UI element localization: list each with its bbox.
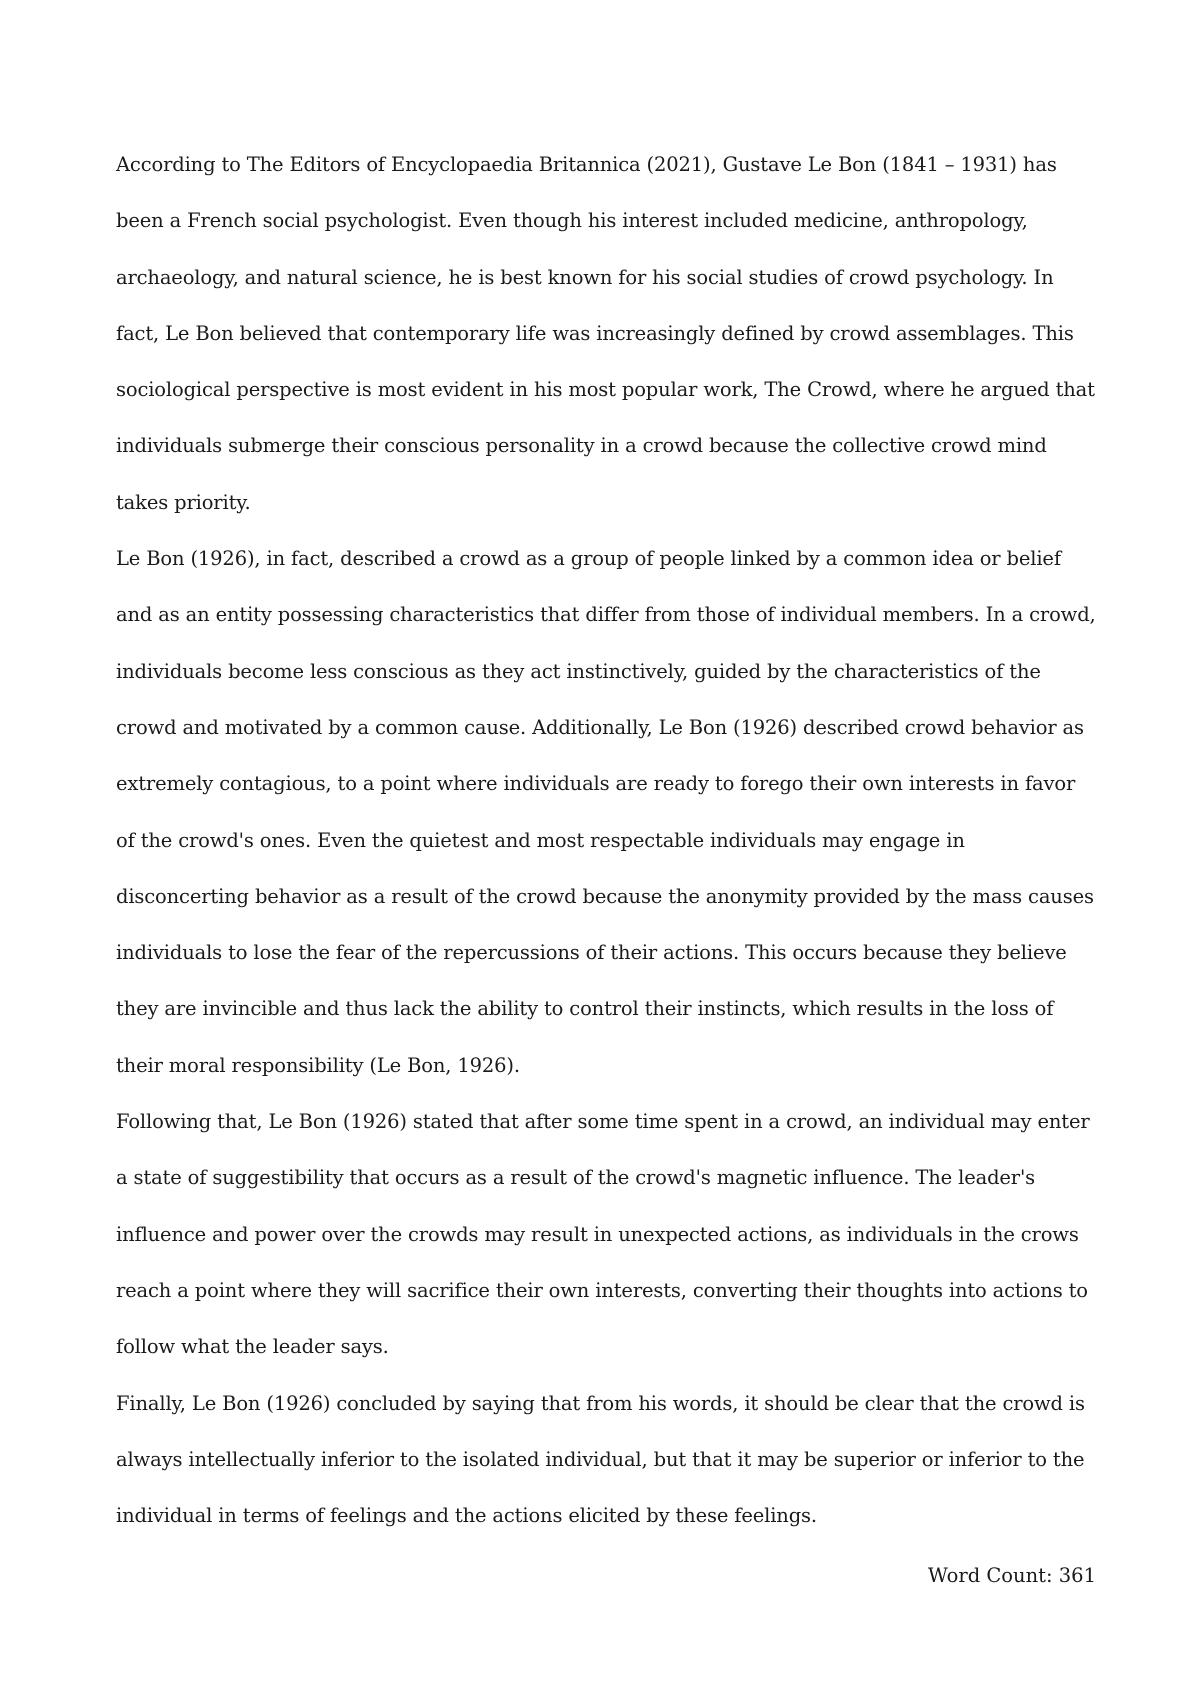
paragraph-2: Le Bon (1926), in fact, described a crowd as a group of people linked by a common idea or belief and as an entity possessing characteristics that differ from those of individual members. In a crowd, individuals become less conscious as they act instinctively, guided by the characteristics of the crowd and motivated by a common cause. Additionally, Le Bon (1926) described crowd behavior as extremely contagious, to a point where individuals are ready to forego their own interests in favor of the crowd's ones. Even the quietest and most respectable individuals may engage in disconcerting behavior as a result of the crowd because the anonymity provided by the mass causes individuals to lose the fear of the repercussions of their actions. This occurs because they believe they are invincible and thus lack the ability to control their instincts, which results in the loss of their moral responsibility (Le Bon, 1926).	[116, 547, 1096, 1077]
paragraph-4: Finally, Le Bon (1926) concluded by saying that from his words, it should be clear that the crowd is always intellectually inferior to the isolated individual, but that it may be superior or inferior to the individual in terms of feelings and the actions elicited by these feelings.	[116, 1391, 1085, 1528]
paragraph-3: Following that, Le Bon (1926) stated that after some time spent in a crowd, an individual may enter a state of suggestibility that occurs as a result of the crowd's magnetic influence. The leader's influence and power over the crowds may result in unexpected actions, as individuals in the crows reach a point where they will sacrifice their own interests, converting their thoughts into actions to follow what the leader says.	[116, 1110, 1090, 1359]
paragraph-1: According to The Editors of Encyclopaedia Britannica (2021), Gustave Le Bon (1841 – 1931) has been a French social psychologist. Even though his interest included medicine, anthropology, archaeology, and natural science, he is best known for his social studies of crowd psychology. In fact, Le Bon believed that contemporary life was increasingly defined by crowd assemblages. This sociological perspective is most evident in his most popular work, The Crowd, where he argued that individuals submerge their conscious personality in a crowd because the collective crowd mind takes priority.	[116, 153, 1095, 514]
word-count: Word Count: 361	[927, 1564, 1096, 1587]
document-body	[116, 137, 1096, 1544]
